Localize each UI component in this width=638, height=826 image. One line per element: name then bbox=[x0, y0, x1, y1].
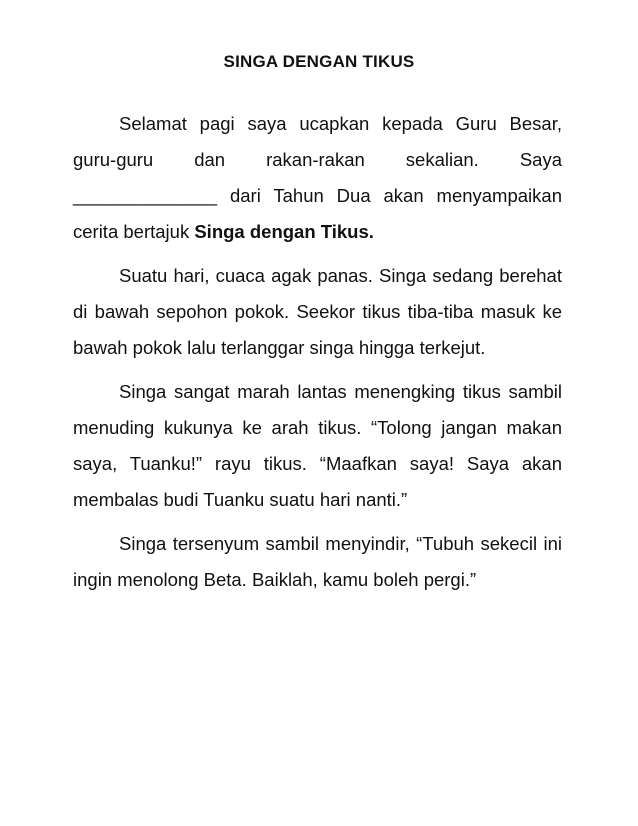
paragraph-4: Singa tersenyum sambil menyindir, “Tubuh sekecil ini ingin menolong Beta. Baiklah, kamu boleh pergi.” bbox=[73, 533, 562, 590]
name-blank: ______________ bbox=[73, 185, 218, 206]
paragraph-introduction bbox=[73, 106, 562, 250]
document-body bbox=[73, 106, 562, 606]
intro-text-continued: dari Tahun Dua akan menyampaikan cerita bertajuk bbox=[73, 185, 562, 242]
intro-text: Selamat pagi saya ucapkan kepada Guru Besar, guru-guru dan rakan-rakan sekalian. Saya bbox=[73, 113, 562, 170]
paragraph-3: Singa sangat marah lantas menengking tikus sambil menuding kukunya ke arah tikus. “Tolong jangan makan saya, Tuanku!” rayu tikus. “Maafkan saya! Saya akan membalas budi Tuanku suatu hari nanti.” bbox=[73, 381, 562, 510]
document-title: SINGA DENGAN TIKUS bbox=[223, 52, 415, 71]
paragraph-2: Suatu hari, cuaca agak panas. Singa sedang berehat di bawah sepohon pokok. Seekor tikus tiba-tiba masuk ke bawah pokok lalu terlanggar singa hingga terkejut. bbox=[73, 265, 562, 358]
story-title: Singa dengan Tikus. bbox=[194, 221, 374, 242]
